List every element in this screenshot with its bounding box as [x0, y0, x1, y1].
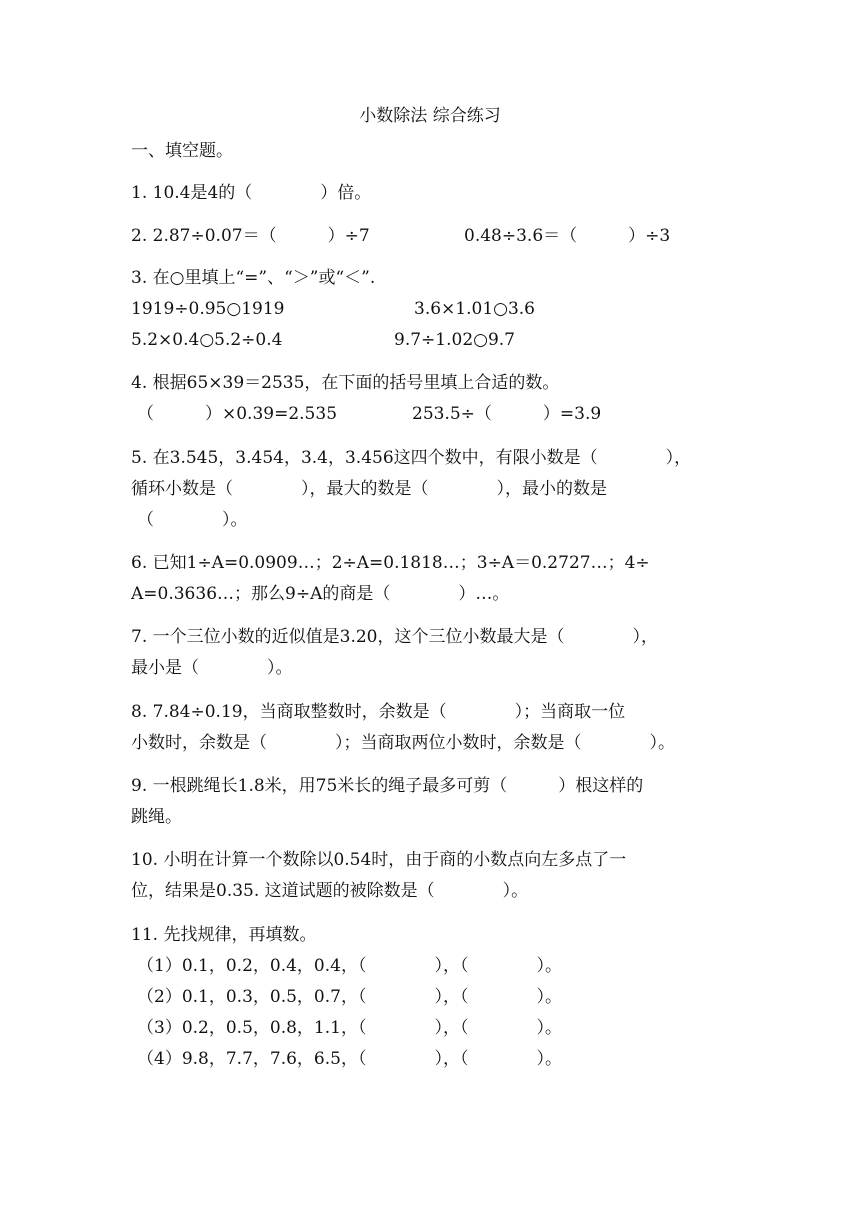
- question-8-line-2: 小数时，余数是（ ）；当商取两位小数时，余数是（ ）。: [131, 733, 675, 753]
- question-3-part-a: 1919÷0.95○1919: [131, 299, 285, 319]
- question-6-line-2: A=0.3636…；那么9÷A的商是（ ）…。: [131, 584, 510, 604]
- page-title: 小数除法 综合练习: [359, 106, 501, 126]
- question-4-part-a: （ ）×0.39=2.535: [137, 404, 338, 424]
- question-3-part-d: 9.7÷1.02○9.7: [394, 330, 516, 350]
- question-7-line-2: 最小是（ ）。: [131, 658, 293, 678]
- question-4-stem: 4. 根据65×39＝2535，在下面的括号里填上合适的数。: [131, 373, 560, 393]
- question-11-item-4: （4）9.8，7.7，7.6，6.5，（ ），（ ）。: [137, 1049, 562, 1069]
- question-11-item-1: （1）0.1，0.2，0.4，0.4，（ ），（ ）。: [137, 956, 562, 976]
- question-5-line-2: 循环小数是（ ），最大的数是（ ），最小的数是: [131, 479, 607, 499]
- question-2-part-b: 0.48÷3.6＝（ ）÷3: [464, 226, 671, 246]
- question-11-stem: 11. 先找规律，再填数。: [131, 925, 317, 945]
- question-10-line-2: 位，结果是0.35. 这道试题的被除数是（ ）。: [131, 881, 529, 901]
- question-5-line-3: （ ）。: [137, 510, 248, 530]
- question-11-item-3: （3）0.2，0.5，0.8，1.1，（ ），（ ）。: [137, 1018, 562, 1038]
- question-11-item-2: （2）0.1，0.3，0.5，0.7，（ ），（ ）。: [137, 987, 562, 1007]
- question-4-part-b: 253.5÷（ ）=3.9: [412, 404, 602, 424]
- question-3-stem: 3. 在○里填上“=”、“＞”或“＜”.: [131, 268, 376, 288]
- question-10-line-1: 10. 小明在计算一个数除以0.54时，由于商的小数点向左多点了一: [131, 850, 627, 870]
- section-heading: 一、填空题。: [131, 141, 233, 161]
- question-5-line-1: 5. 在3.545，3.454，3.4，3.456这四个数中，有限小数是（ ），: [131, 448, 692, 468]
- question-1: 1. 10.4是4的（ ）倍。: [131, 183, 372, 203]
- question-7-line-1: 7. 一个三位小数的近似值是3.20，这个三位小数最大是（ ），: [131, 627, 658, 647]
- question-8-line-1: 8. 7.84÷0.19，当商取整数时，余数是（ ）；当商取一位: [131, 702, 626, 722]
- question-2-part-a: 2. 2.87÷0.07＝（ ）÷7: [131, 226, 370, 246]
- question-6-line-1: 6. 已知1÷A=0.0909…；2÷A=0.1818…；3÷A＝0.2727…；4÷: [131, 553, 650, 573]
- question-3-part-b: 3.6×1.01○3.6: [414, 299, 536, 319]
- question-9-line-2: 跳绳。: [131, 807, 182, 827]
- question-3-part-c: 5.2×0.4○5.2÷0.4: [131, 330, 283, 350]
- question-9-line-1: 9. 一根跳绳长1.8米，用75米长的绳子最多可剪（ ）根这样的: [131, 776, 644, 796]
